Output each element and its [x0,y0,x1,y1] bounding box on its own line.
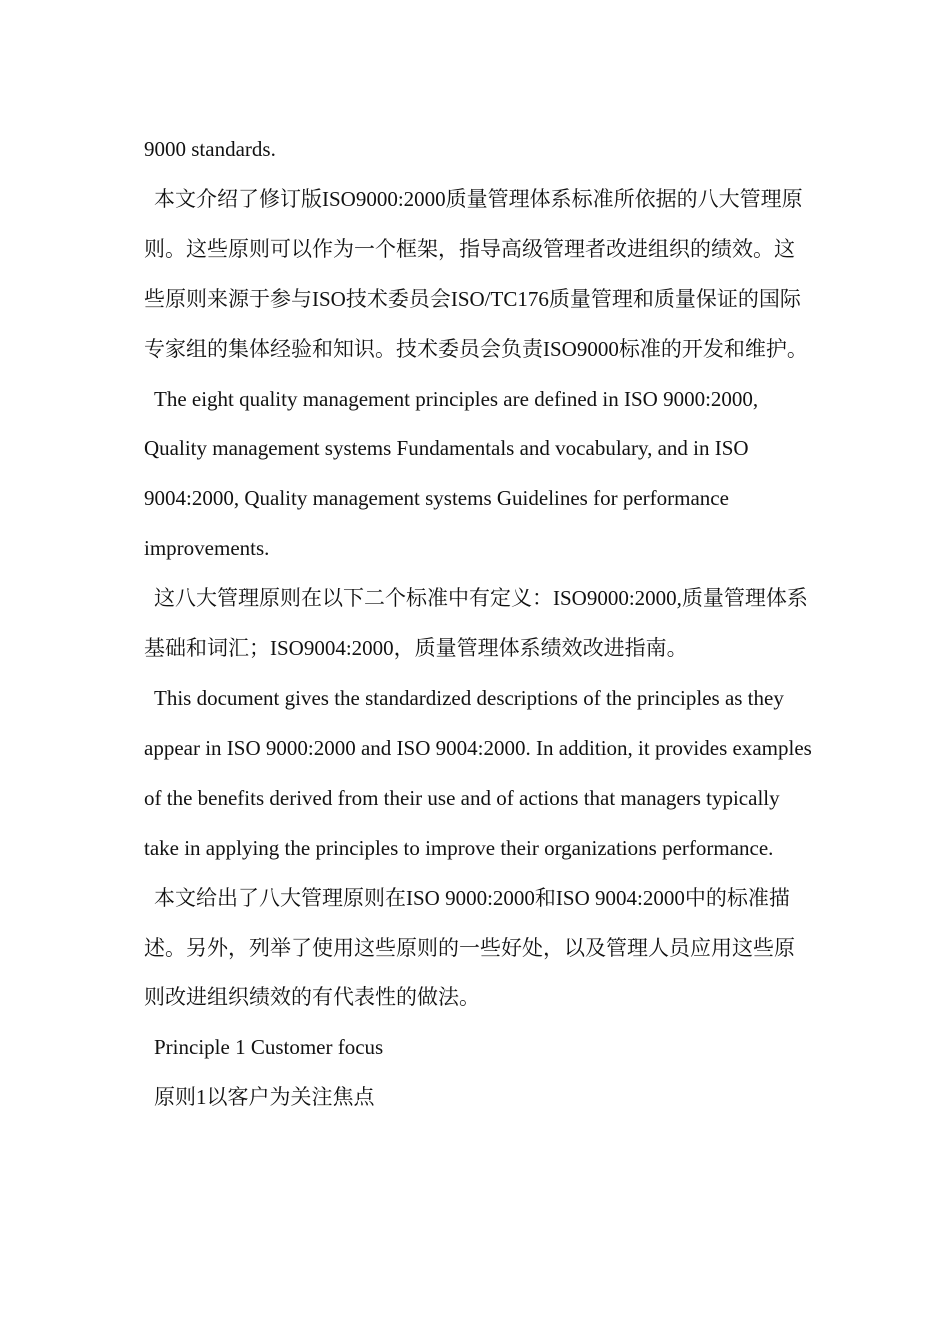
paragraph-document-description-chinese: 本文给出了八大管理原则在ISO 9000:2000和ISO 9004:2000中的标准描述。另外，列举了使用这些原则的一些好处，以及管理人员应用这些原则改进组织绩效的有代表性的做法。 [144,885,795,1010]
paragraph-intro-chinese: 本文介绍了修订版ISO9000:2000质量管理体系标准所依据的八大管理原则。这些原则可以作为一个框架，指导高级管理者改进组织的绩效。这些原则来源于参与ISO技术委员会ISO/TC176质量管理和质量保证的国际专家组的集体经验和知识。技术委员会负责ISO9000标准的开发和维护。 [144,186,808,361]
paragraph-principles-defined: The eight quality management principles are defined in ISO 9000:2000, Quality management systems Fundamentals and vocabulary, and in ISO 9004:2000, Quality management systems Guidelines for performance improvements. [144,386,759,561]
paragraph-principles-defined-chinese: 这八大管理原则在以下二个标准中有定义：ISO9000:2000,质量管理体系基础和词汇；ISO9004:2000，质量管理体系绩效改进指南。 [144,586,808,661]
paragraph-continuation: 9000 standards. [144,137,276,161]
document-body [144,125,814,1123]
paragraph-document-description: This document gives the standardized descriptions of the principles as they appear in ISO 9000:2000 and ISO 9004:2000. In addition, it provides examples of the benefits derived from their use and of actions that managers typically take in applying the principles to improve their organizations performance. [144,685,812,860]
principle-1-heading: Principle 1 Customer focus [154,1035,384,1060]
principle-1-heading-chinese: 原则1以客户为关注焦点 [154,1085,375,1110]
